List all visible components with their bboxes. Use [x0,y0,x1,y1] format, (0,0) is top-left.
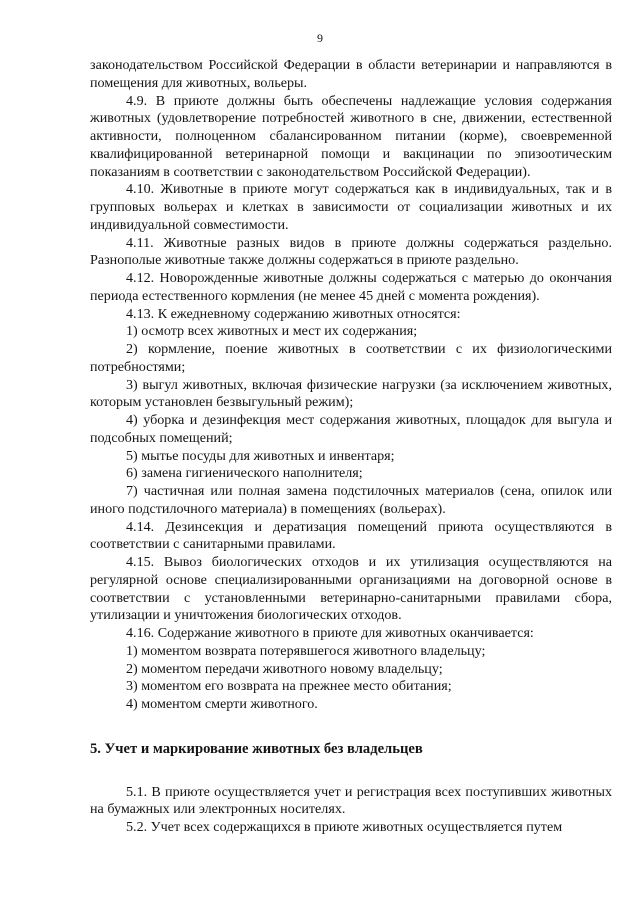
paragraph-4-15: 4.15. Вывоз биологических отходов и их утилизация осуществляются на регулярной основе специализированными организациями на договорной основе в соответствии с установленными ветеринарно-санитарными правилами сбора, утилизации и уничтожения биологических отходов. [90,554,612,624]
list-item-4-13-2: 2) кормление, поение животных в соответствии с их физиологическими потребностями; [90,341,612,375]
list-item-4-13-6: 6) замена гигиенического наполнителя; [126,465,363,482]
paragraph-4-13: 4.13. К ежедневному содержанию животных относятся: [126,305,461,322]
page-number: 9 [317,31,323,45]
list-item-4-16-3: 3) моментом его возврата на прежнее место обитания; [126,678,452,695]
list-item-4-13-5: 5) мытье посуды для животных и инвентаря; [126,447,395,464]
paragraph-4-14: 4.14. Дезинсекция и дератизация помещений приюта осуществляются в соответствии с санитарными правилами. [90,518,612,553]
paragraph-5-1: 5.1. В приюте осуществляется учет и регистрация всех поступивших животных на бумажных или электронных носителях. [90,783,612,818]
list-item-4-13-4: 4) уборка и дезинфекция мест содержания животных, площадок для выгула и подсобных помещений; [90,412,612,446]
paragraph-4-11: 4.11. Животные разных видов в приюте должны содержаться раздельно. Разнополые животные также должны содержаться в приюте раздельно. [90,234,612,269]
paragraph-4-9: 4.9. В приюте должны быть обеспечены надлежащие условия содержания животных (удовлетворение потребностей животного в сне, движении, естественной активности, полноценном сбалансированном питании (корме), своевременной квалифицированной ветеринарной помощи и вакцинации по эпизоотическим показаниям в соответствии с законодательством Российской Федерации). [90,92,612,180]
list-item-4-13-3: 3) выгул животных, включая физические нагрузки (за исключением животных, которым установлен безвыгульный режим); [90,376,612,411]
section-heading: 5. Учет и маркирование животных без владельцев [90,740,423,757]
list-item-4-13-1: 1) осмотр всех животных и мест их содержания; [126,323,418,340]
paragraph-5-2: 5.2. Учет всех содержащихся в приюте животных осуществляется путем [126,819,563,835]
list-item-4-16-1: 1) моментом возврата потерявшегося животного владельцу; [126,642,486,659]
document-body [90,57,612,837]
list-item-4-16-2: 2) моментом передачи животного новому владельцу; [126,660,443,677]
paragraph-4-16: 4.16. Содержание животного в приюте для животных оканчивается: [126,625,534,641]
list-item-4-13-7: 7) частичная или полная замена подстилочных материалов (сена, опилок или иного подстилочного материала) в помещениях (вольерах). [90,483,612,517]
paragraph-continuation: законодательством Российской Федерации в области ветеринарии и направляются в помещения для животных, вольеры. [90,57,612,91]
paragraph-4-10: 4.10. Животные в приюте могут содержаться как в индивидуальных, так и в групповых вольерах и клетках в зависимости от социализации животных и их индивидуальной совместимости. [90,181,612,233]
paragraph-4-12: 4.12. Новорожденные животные должны содержаться с матерью до окончания периода естественного кормления (не менее 45 дней с момента рождения). [90,270,612,304]
list-item-4-16-4: 4) моментом смерти животного. [126,696,318,712]
